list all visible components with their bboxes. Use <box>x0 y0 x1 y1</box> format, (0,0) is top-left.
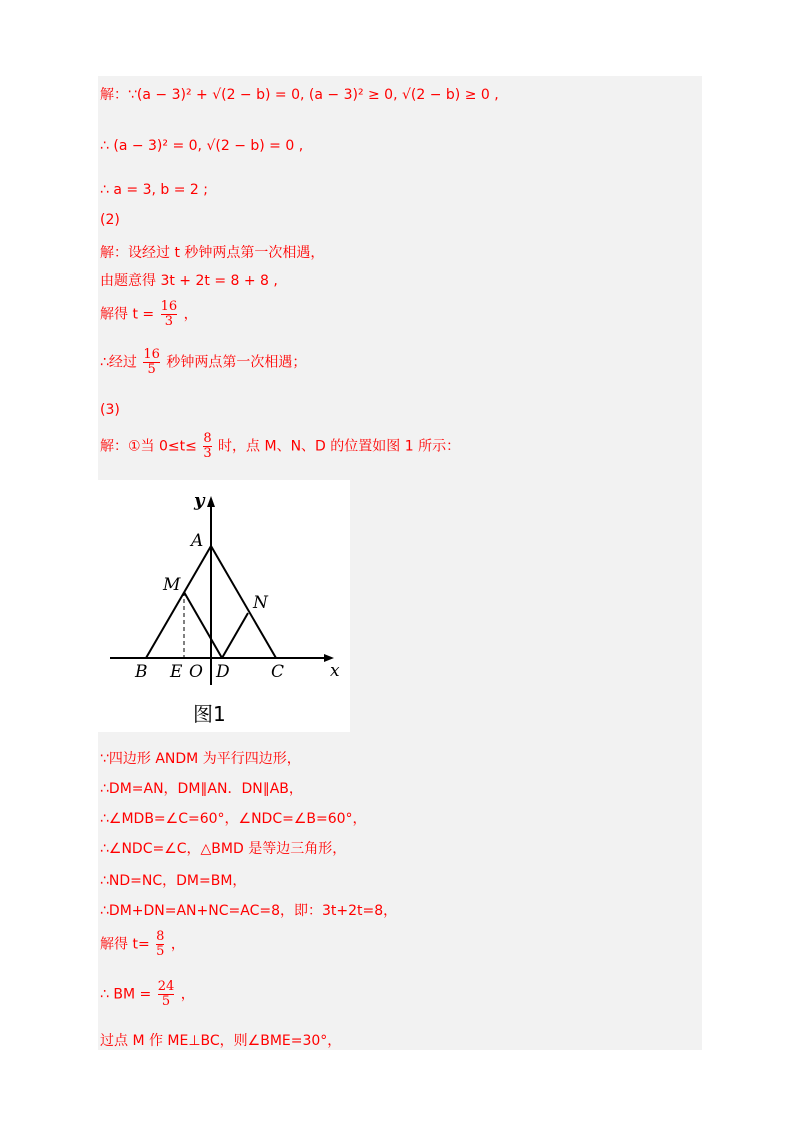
fraction-numerator: 16 <box>143 347 160 362</box>
label-c: C <box>271 662 285 682</box>
segment-ba <box>146 546 211 658</box>
part2-line4-prefix: ∴经过 <box>100 354 137 371</box>
part3-line6: ∴ND=NC，DM=BM， <box>100 873 247 889</box>
part3-line10: 过点 M 作 ME⊥BC，则∠BME=30°， <box>100 1033 342 1049</box>
fraction-24-5 <box>158 980 175 1009</box>
part3-line9 <box>100 980 195 1009</box>
label-n: N <box>253 593 268 613</box>
label-x: x <box>330 661 340 681</box>
part2-line3-prefix: 解得 t = <box>100 306 155 323</box>
segment-md <box>184 592 222 658</box>
part1-line3: ∴ a = 3, b = 2 ; <box>100 182 208 198</box>
part3-line7: ∴DM+DN=AN+NC=AC=8，即：3t+2t=8， <box>100 903 398 919</box>
label-o: O <box>189 662 203 682</box>
part3-line8-prefix: 解得 t= <box>100 936 150 953</box>
part3-line8-suffix: ， <box>170 936 185 953</box>
fraction-denominator: 5 <box>158 994 175 1009</box>
label-m: M <box>163 575 181 595</box>
fraction-8-3 <box>203 432 211 461</box>
fraction-numerator: 24 <box>157 979 175 994</box>
part3-line1-suffix: 时，点 M、N、D 的位置如图 1 所示： <box>218 438 461 455</box>
part2-line4-suffix: 秒钟两点第一次相遇； <box>166 354 307 371</box>
part3-line1-prefix: 解：①当 0≤t≤ <box>100 438 197 455</box>
fraction-numerator: 8 <box>203 431 212 446</box>
fraction-16-3 <box>161 300 178 329</box>
figure-1 <box>98 480 350 732</box>
part3-line1 <box>100 432 460 461</box>
part3-line2: ∵四边形 ANDM 为平行四边形， <box>100 751 301 767</box>
fraction-numerator: 16 <box>160 299 178 314</box>
part3-line5: ∴∠NDC=∠C，△BMD 是等边三角形， <box>100 841 347 857</box>
label-a: A <box>191 531 204 551</box>
part2-line3 <box>100 300 198 329</box>
part3-heading: (3) <box>100 402 120 418</box>
fraction-denominator: 3 <box>161 314 178 329</box>
part2-line2: 由题意得 3t + 2t = 8 + 8 , <box>100 273 278 289</box>
part2-line1: 解：设经过 t 秒钟两点第一次相遇， <box>100 245 325 261</box>
fraction-8-5 <box>156 930 164 959</box>
part3-line9-suffix: ， <box>180 986 195 1003</box>
part3-line3: ∴DM=AN，DM∥AN．DN∥AB， <box>100 781 303 797</box>
part2-line4 <box>100 348 306 377</box>
part1-line2: ∴ (a − 3)² = 0, √(2 − b) = 0 , <box>100 138 304 154</box>
label-y: y <box>194 490 205 511</box>
label-e: E <box>170 662 183 682</box>
fraction-denominator: 5 <box>143 362 160 377</box>
part2-line3-suffix: ， <box>183 306 198 323</box>
y-axis-arrow <box>207 496 215 507</box>
segment-dn <box>222 613 248 658</box>
label-d: D <box>216 662 230 682</box>
fraction-16-5 <box>143 348 160 377</box>
part3-line8 <box>100 930 185 959</box>
label-b: B <box>135 662 148 682</box>
part1-line1: 解：∵(a − 3)² + √(2 − b) = 0, (a − 3)² ≥ 0, √(2 − b) ≥ 0 , <box>100 87 499 103</box>
fraction-numerator: 8 <box>156 929 165 944</box>
part2-heading: (2) <box>100 212 120 228</box>
geometry-diagram <box>98 480 350 732</box>
part3-line9-prefix: ∴ BM = <box>100 986 152 1003</box>
fraction-denominator: 3 <box>203 446 212 461</box>
part3-line4: ∴∠MDB=∠C=60°，∠NDC=∠B=60°， <box>100 811 367 827</box>
fraction-denominator: 5 <box>156 944 165 959</box>
figure-caption: 图1 <box>193 702 226 726</box>
